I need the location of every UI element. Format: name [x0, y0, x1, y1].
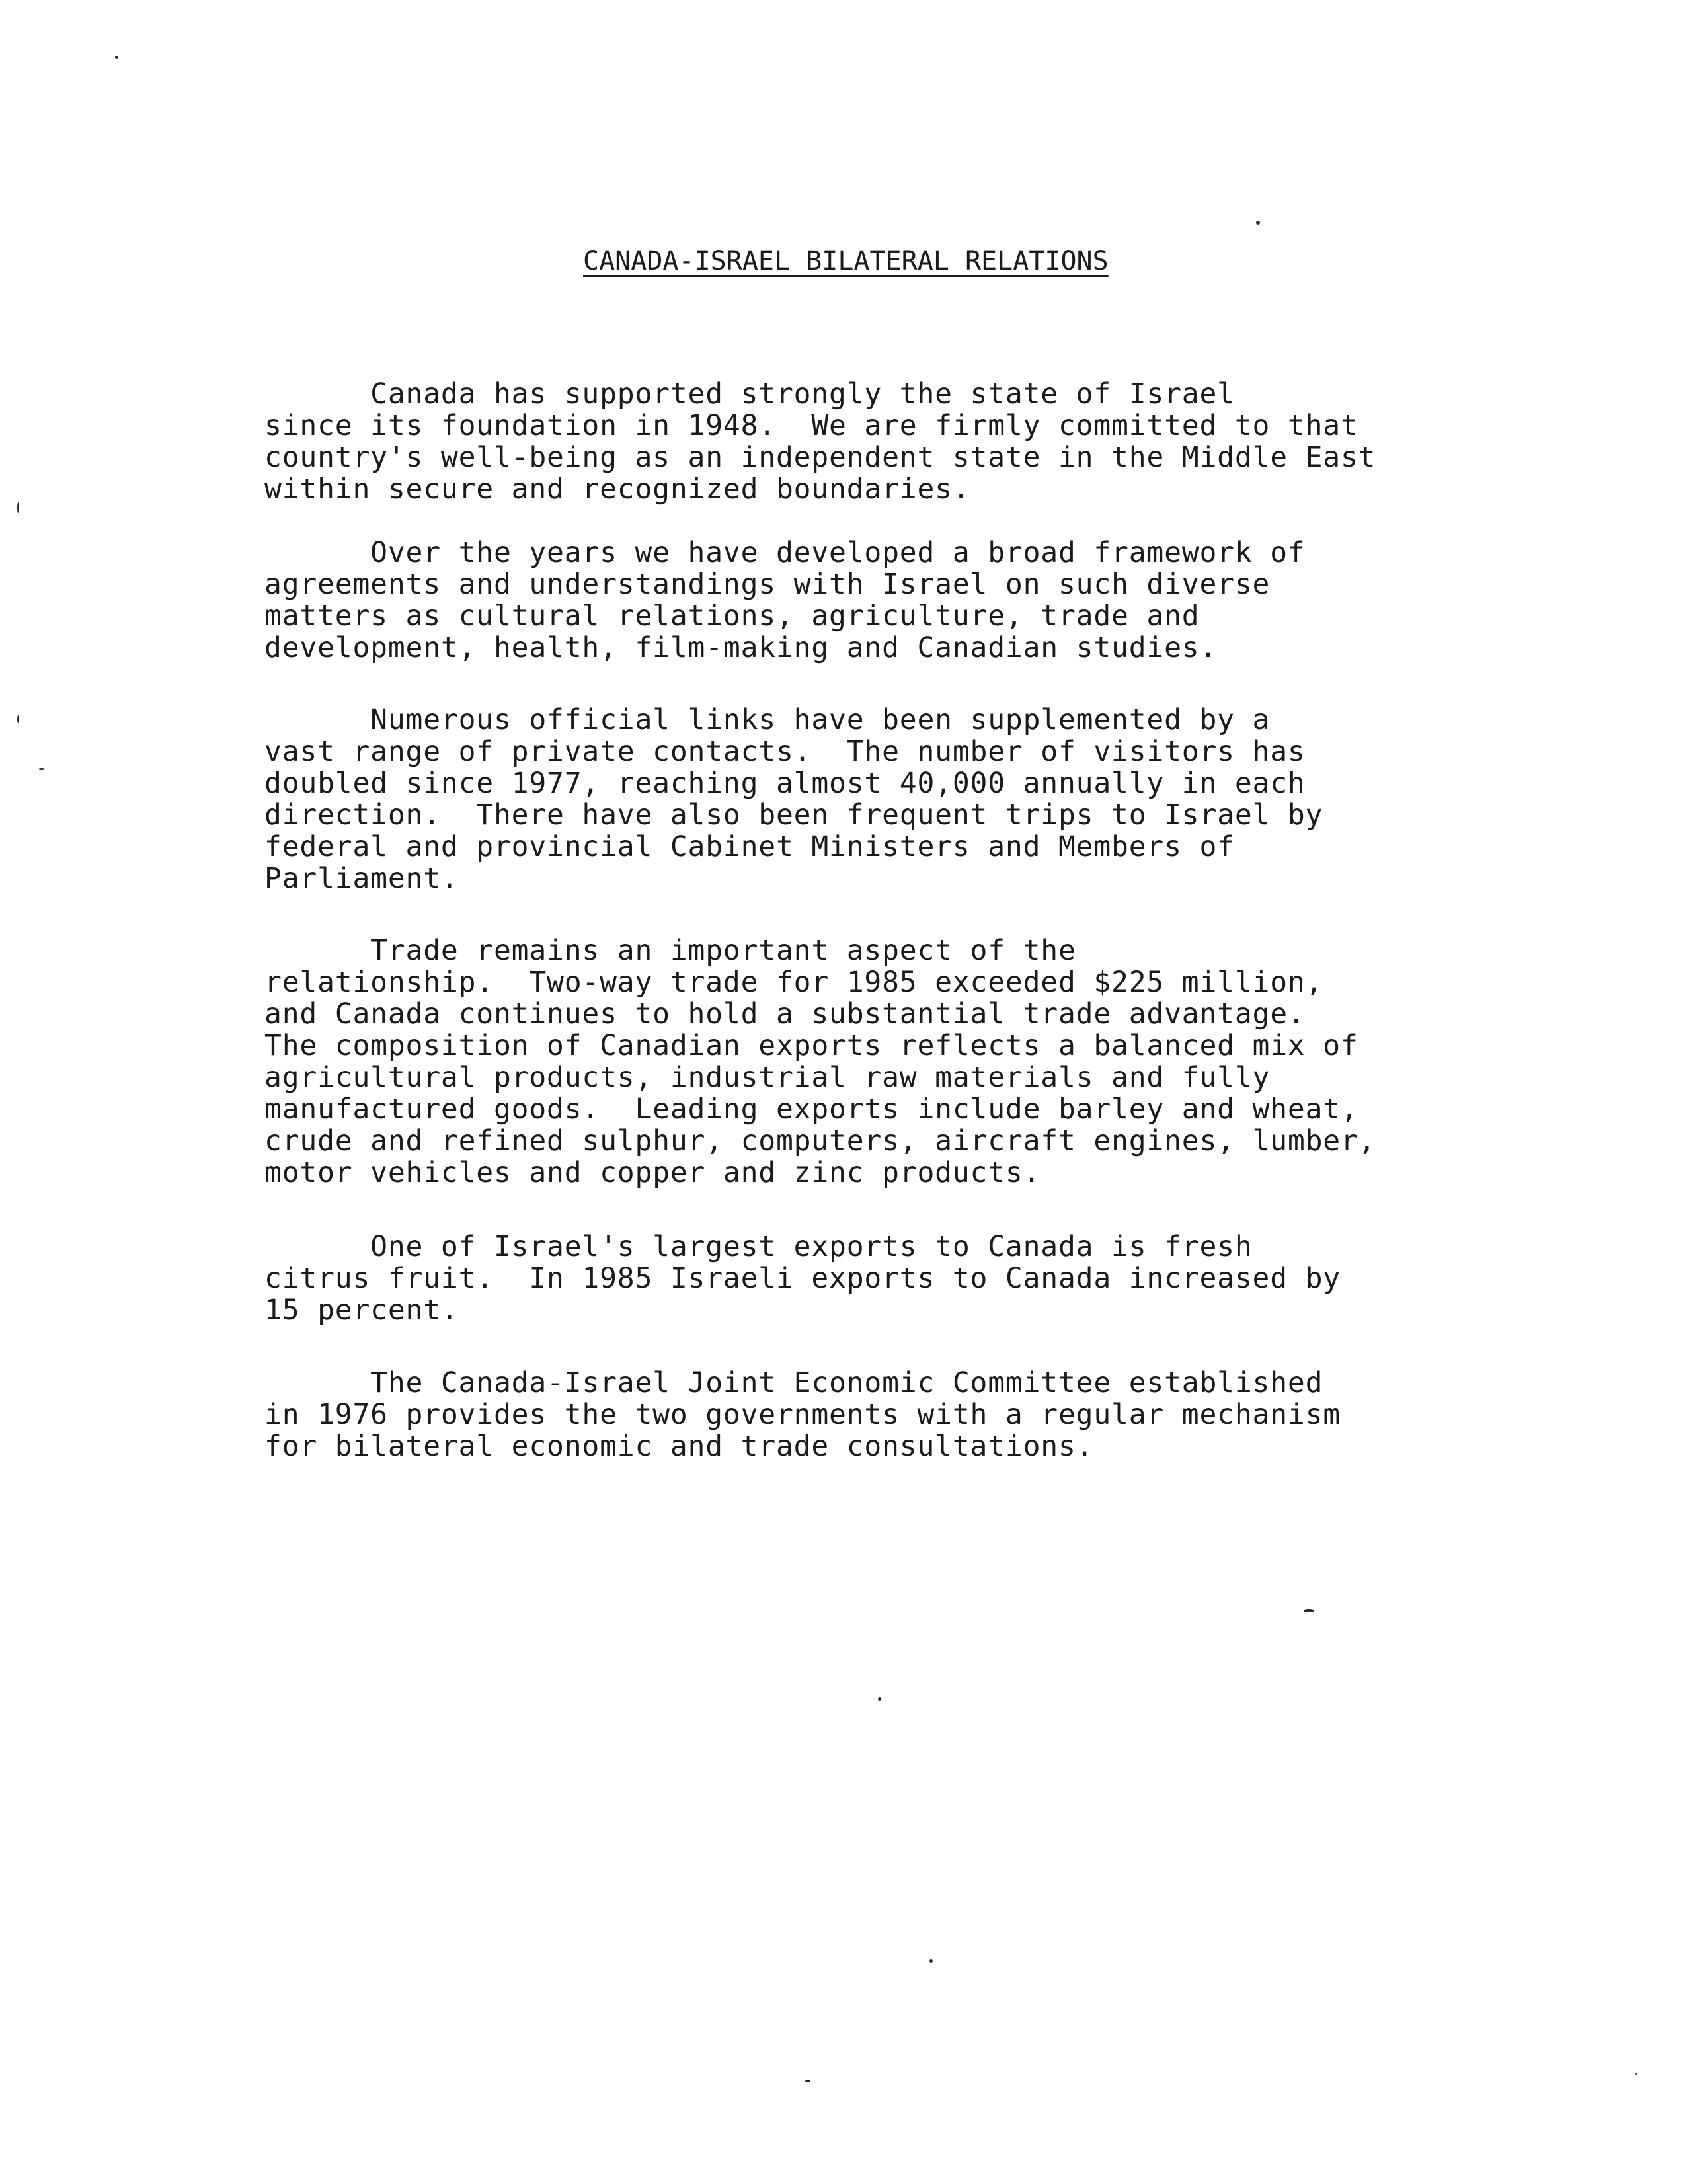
paragraph-line: vast range of private contacts. The number of visitors has [264, 735, 1306, 768]
paragraph-line: federal and provincial Cabinet Ministers and Members of [264, 830, 1235, 863]
paragraph-line: Over the years we have developed a broad framework of [264, 536, 1306, 569]
scan-speck [1635, 2073, 1637, 2075]
paragraph-line: crude and refined sulphur, computers, aircraft engines, lumber, [264, 1124, 1376, 1157]
scan-speck [38, 768, 45, 770]
scan-speck [115, 56, 118, 59]
paragraph-line: agricultural products, industrial raw materials and fully [264, 1061, 1271, 1094]
paragraph-line: Canada has supported strongly the state of Israel [264, 377, 1235, 410]
paragraph-joint-committee [264, 1367, 1341, 1462]
scan-speck [1304, 1609, 1314, 1612]
paragraph-line: 15 percent. [264, 1294, 459, 1327]
paragraph-line: country's well-being as an independent state in the Middle East [264, 441, 1376, 474]
paragraph-line: relationship. Two-way trade for 1985 exceeded $225 million, [264, 966, 1323, 999]
scan-speck [929, 1959, 933, 1963]
paragraph-line: matters as cultural relations, agriculture, trade and [264, 600, 1200, 633]
paragraph-trade [264, 935, 1376, 1189]
paragraph-line: in 1976 provides the two governments with a regular mechanism [264, 1398, 1341, 1431]
paragraph-private-contacts [264, 704, 1323, 894]
paragraph-agreements [264, 537, 1306, 664]
paragraph-foundation-support [264, 378, 1376, 505]
paragraph-line: Trade remains an important aspect of the [264, 934, 1076, 967]
paragraph-line: Numerous official links have been supplemented by a [264, 703, 1271, 736]
scan-speck [805, 2080, 810, 2082]
paragraph-line: motor vehicles and copper and zinc products. [264, 1156, 1041, 1189]
paragraph-line: The composition of Canadian exports reflects a balanced mix of [264, 1029, 1358, 1062]
paragraph-line: agreements and understandings with Israel on such diverse [264, 568, 1271, 601]
paragraph-line: Parliament. [264, 862, 459, 895]
scan-speck [878, 1697, 881, 1701]
paragraph-line: for bilateral economic and trade consultations. [264, 1430, 1094, 1463]
scan-speck [1256, 221, 1260, 225]
paragraph-israeli-exports [264, 1231, 1341, 1326]
paragraph-line: within secure and recognized boundaries. [264, 473, 970, 506]
paragraph-line: doubled since 1977, reaching almost 40,000 annually in each [264, 767, 1306, 800]
paragraph-line: One of Israel's largest exports to Canada is fresh [264, 1230, 1253, 1263]
paragraph-line: since its foundation in 1948. We are firmly committed to that [264, 409, 1358, 442]
document-title: CANADA-ISRAEL BILATERAL RELATIONS [583, 246, 1109, 276]
paragraph-line: citrus fruit. In 1985 Israeli exports to Canada increased by [264, 1262, 1341, 1295]
paragraph-line: The Canada-Israel Joint Economic Committee established [264, 1366, 1323, 1399]
paragraph-line: direction. There have also been frequent trips to Israel by [264, 799, 1323, 832]
paragraph-line: manufactured goods. Leading exports include barley and wheat, [264, 1093, 1358, 1126]
scan-speck [17, 715, 19, 723]
paragraph-line: development, health, film-making and Canadian studies. [264, 631, 1218, 664]
scan-speck [17, 502, 19, 513]
paragraph-line: and Canada continues to hold a substantial trade advantage. [264, 997, 1306, 1031]
